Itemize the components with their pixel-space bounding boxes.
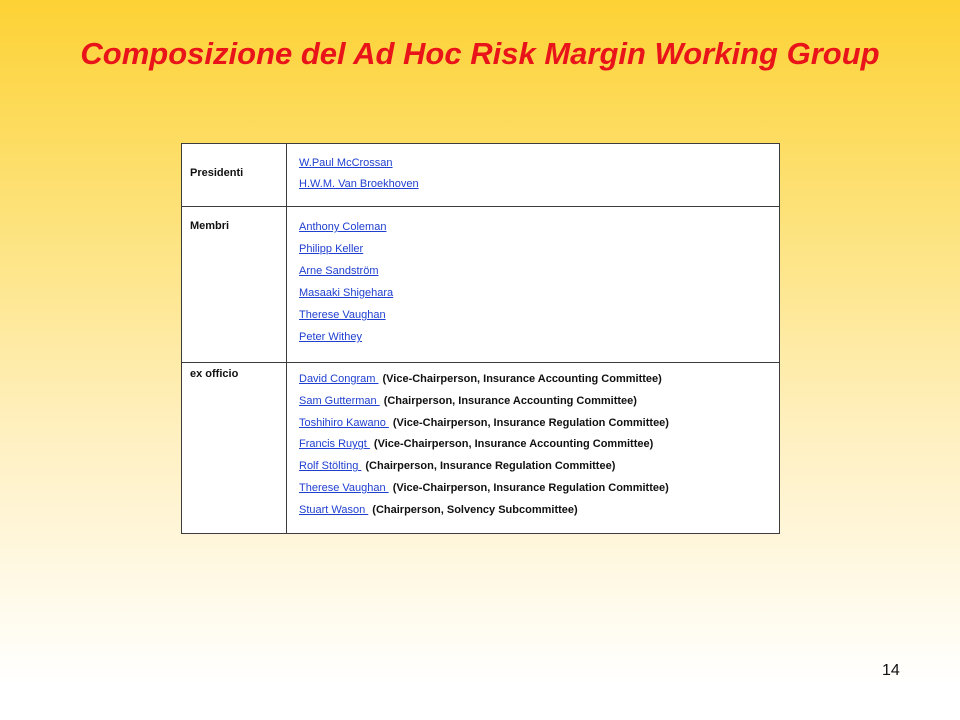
row-label-cell [182,363,287,534]
list-item [299,413,779,435]
role-text: (Chairperson, Insurance Accounting Committee) [383,394,637,407]
names-cell [287,144,780,207]
role-text: (Chairperson, Solvency Subcommittee) [372,503,578,516]
row-label-cell [182,144,287,207]
table-row-presidenti [182,144,780,207]
name-link-vaughan[interactable]: Therese Vaughan [299,309,386,321]
name-link-shigehara[interactable]: Masaaki Shigehara [299,287,394,299]
list-item [299,500,779,522]
name-link-stolting[interactable]: Rolf Stölting [299,460,362,473]
slide-number: 14 [882,662,900,679]
table-row-ex-officio [182,363,780,534]
name-link-kawano[interactable]: Toshihiro Kawano [299,416,389,429]
table-row-membri [182,207,780,363]
role-text: (Vice-Chairperson, Insurance Regulation Committee) [392,416,669,429]
names-cell [287,207,780,363]
row-label-ex-officio: ex officio [190,368,239,380]
slide-title: Composizione del Ad Hoc Risk Margin Working Group [80,36,880,71]
list-item [299,456,779,478]
list-item [299,434,779,456]
name-link-keller[interactable]: Philipp Keller [299,243,364,255]
role-text: (Vice-Chairperson, Insurance Accounting Committee) [382,373,662,385]
list-item [299,369,779,391]
names-cell [287,363,780,534]
role-text: (Vice-Chairperson, Insurance Regulation Committee) [392,481,669,494]
working-group-table [181,143,780,534]
list-item [299,478,779,500]
role-text: (Vice-Chairperson, Insurance Accounting Committee) [373,438,654,451]
name-link-withey[interactable]: Peter Withey [299,331,362,343]
name-link-vaughan-ex-officio[interactable]: Therese Vaughan [299,481,389,494]
name-link-congram[interactable]: David Congram [299,373,379,385]
list-item [299,391,779,413]
name-link-gutterman[interactable]: Sam Gutterman [299,394,380,407]
name-link-wason[interactable]: Stuart Wason [299,503,369,516]
name-link-ruygt[interactable]: Francis Ruygt [299,438,370,451]
row-label-cell [182,207,287,363]
name-link-van-broekhoven[interactable]: H.W.M. Van Broekhoven [299,178,419,190]
name-link-coleman[interactable]: Anthony Coleman [299,221,387,233]
row-label-presidenti: Presidenti [190,167,244,179]
name-link-mccrossan[interactable]: W.Paul McCrossan [299,157,393,169]
name-link-sandstrom[interactable]: Arne Sandström [299,265,379,277]
row-label-membri: Membri [190,220,230,232]
role-text: (Chairperson, Insurance Regulation Committee) [365,460,616,473]
